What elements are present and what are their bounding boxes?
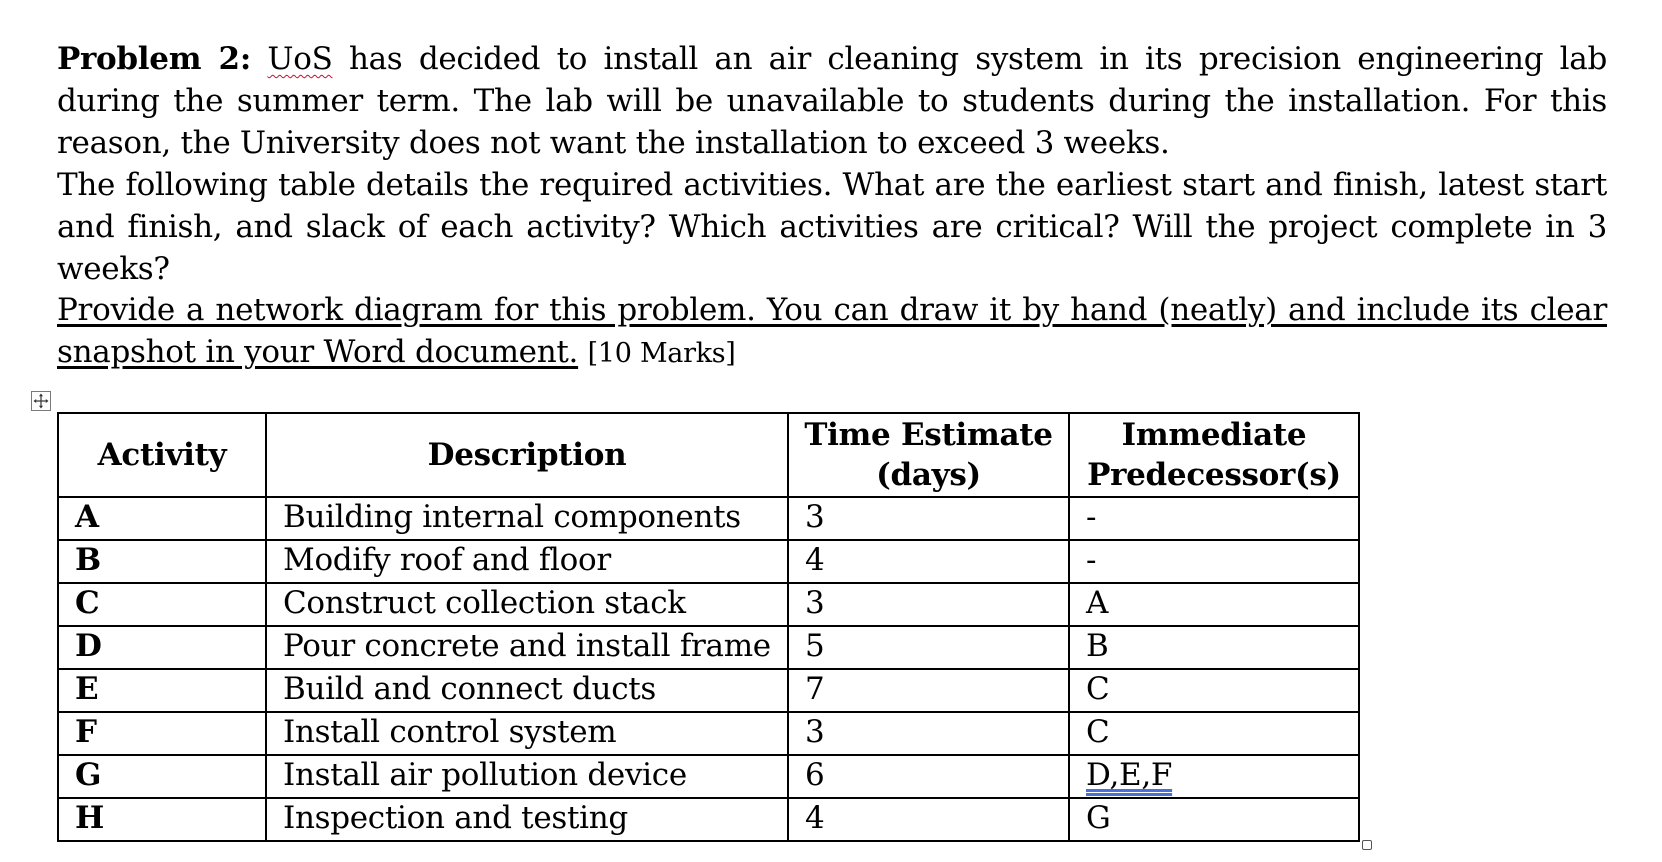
activity-cell: D [58,626,266,669]
marks-label: [10 Marks] [587,338,736,369]
time-cell: 3 [788,497,1069,540]
activity-cell: H [58,798,266,841]
time-cell: 4 [788,798,1069,841]
activity-table [57,412,1360,842]
header-time-line2: (days) [876,457,981,493]
predecessor-cell: C [1069,712,1359,755]
time-cell: 6 [788,755,1069,798]
four-arrow-move-icon [32,392,50,410]
predecessor-cell [1069,755,1359,798]
predecessor-cell: B [1069,626,1359,669]
predecessor-cell: - [1069,497,1359,540]
header-pred-line2: Predecessor(s) [1087,457,1341,493]
description-cell: Inspection and testing [266,798,788,841]
activity-cell: B [58,540,266,583]
organization-name: UoS [267,41,333,77]
description-cell: Pour concrete and install frame [266,626,788,669]
table-row [58,626,1359,669]
predecessor-cell: C [1069,669,1359,712]
activity-cell: E [58,669,266,712]
description-cell: Build and connect ducts [266,669,788,712]
table-row [58,798,1359,841]
table-move-handle-icon[interactable] [31,391,51,411]
activity-cell: G [58,755,266,798]
description-cell: Install control system [266,712,788,755]
instruction-text: Provide a network diagram for this problem. You can draw it by hand (neatly) and include its clear snapshot in your Word document [57,292,1607,370]
time-cell: 3 [788,712,1069,755]
problem-label: Problem 2 [57,41,240,77]
table-row [58,755,1359,798]
table-resize-handle-icon[interactable] [1362,840,1372,850]
header-description: Description [266,413,788,497]
problem-questions: The following table details the required activities. What are the earliest start and finish, latest start and finish, and slack of each activity? Which activities are critical? Will the project complete in 3 weeks? [57,167,1607,287]
predecessor-cell: - [1069,540,1359,583]
time-cell: 4 [788,540,1069,583]
instruction: Provide a network diagram for this problem. You can draw it by hand (neatly) and include its clear snapshot in your Word document. [10 Marks] [57,292,1607,370]
predecessor-cell: G [1069,798,1359,841]
table-row [58,669,1359,712]
table-row [58,712,1359,755]
table-header-row [58,413,1359,497]
activity-cell: A [58,497,266,540]
description-cell: Construct collection stack [266,583,788,626]
description-cell: Modify roof and floor [266,540,788,583]
table-row [58,583,1359,626]
header-pred-line1: Immediate [1121,417,1307,453]
predecessor-multi: D,E,F [1086,757,1173,793]
predecessor-cell: A [1069,583,1359,626]
header-time-line1: Time Estimate [804,417,1053,453]
time-cell: 3 [788,583,1069,626]
header-activity: Activity [58,413,266,497]
activity-cell: F [58,712,266,755]
problem-intro-text: has decided to install an air cleaning system in its precision engineering lab during the summer term. The lab will be unavailable to students during the installation. For this reason, the University does not want the installation to exceed 3 weeks. [57,41,1607,161]
problem-statement [57,38,1607,290]
table-row [58,497,1359,540]
activity-cell: C [58,583,266,626]
header-time-estimate [788,413,1069,497]
time-cell: 7 [788,669,1069,712]
description-cell: Install air pollution device [266,755,788,798]
description-cell: Building internal components [266,497,788,540]
table-row [58,540,1359,583]
time-cell: 5 [788,626,1069,669]
problem-intro: Problem 2: UoS has decided to install an air cleaning system in its precision engineering lab during the summer term. The lab will be unavailable to students during the installation. For this reason, the University does not want the installation to exceed 3 weeks. [57,41,1607,161]
header-predecessors [1069,413,1359,497]
